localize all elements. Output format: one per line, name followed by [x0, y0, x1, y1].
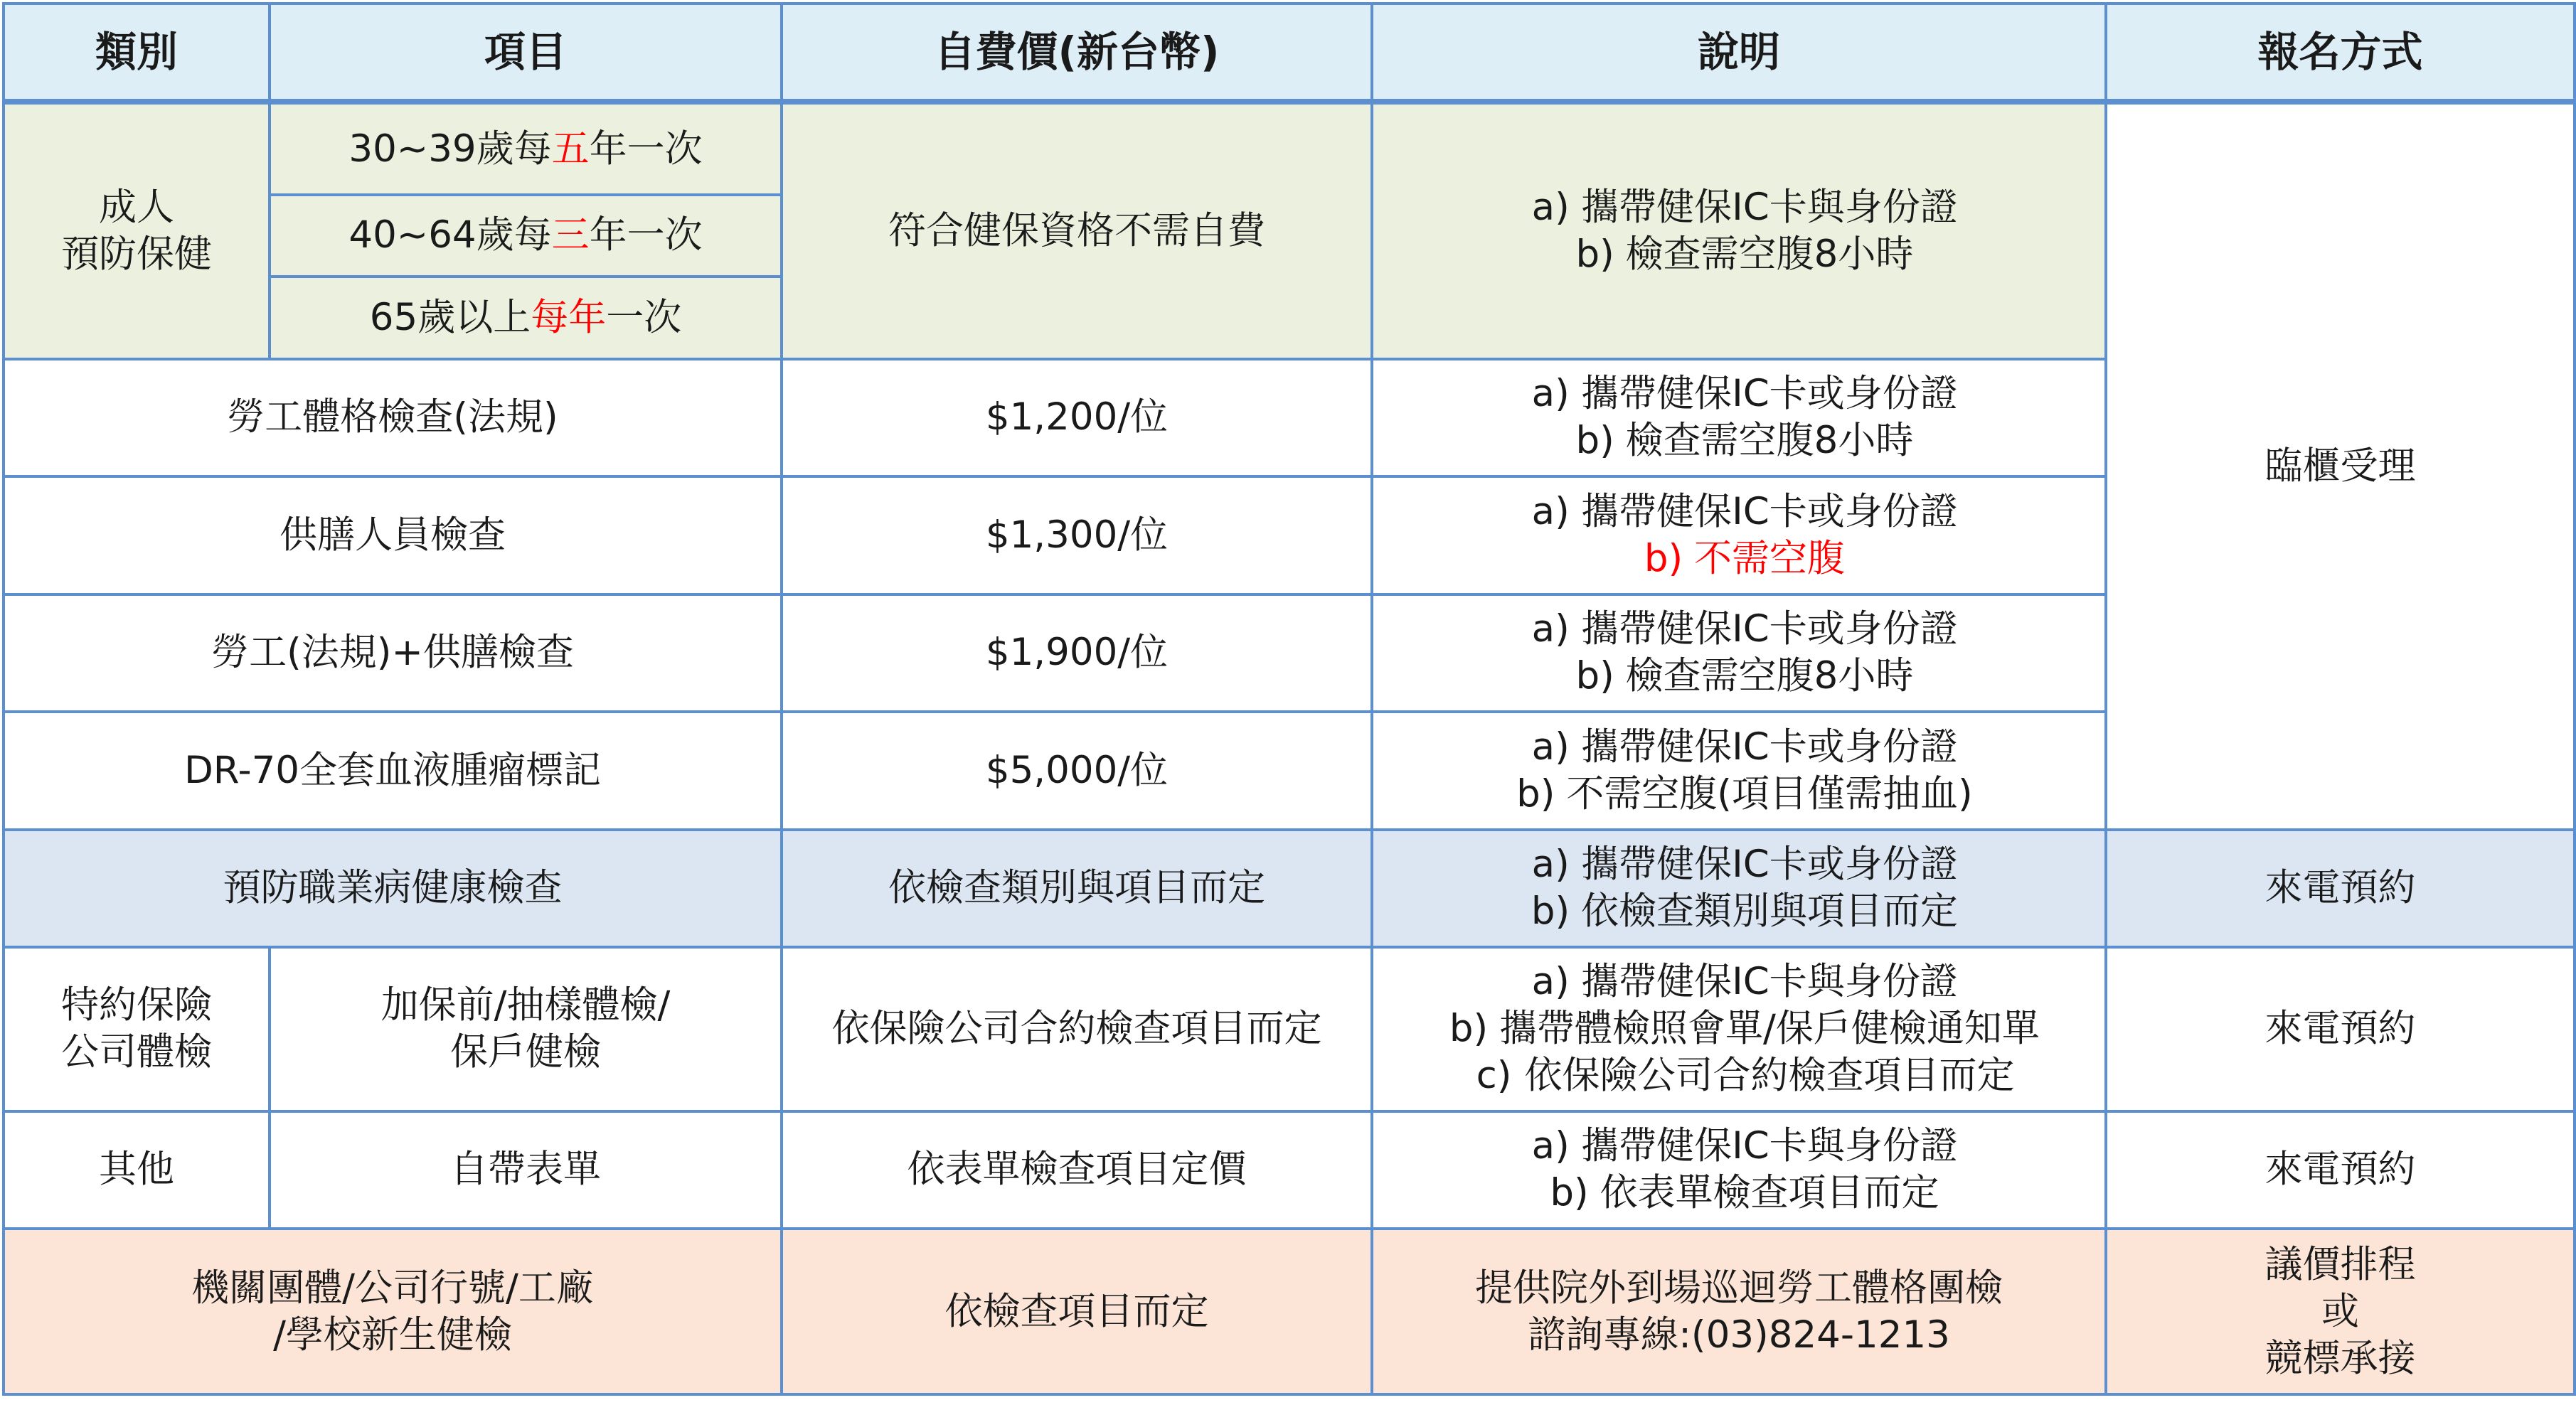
table-row: [4, 830, 2575, 948]
group-signup: 議價排程 或 競標承接: [2106, 1229, 2575, 1394]
labor-exam-price: $1,200/位: [782, 359, 1372, 477]
walkin-signup: 臨櫃受理: [2106, 102, 2575, 829]
adult-category-line-1: 成人: [99, 185, 174, 229]
adult-item-2: 40~64歲每三年一次: [270, 195, 782, 277]
adult-item-1-highlight: 五: [551, 127, 590, 171]
other-signup: 來電預約: [2106, 1111, 2575, 1229]
group-price: 依檢查項目而定: [782, 1229, 1372, 1394]
header-category: 類別: [4, 4, 270, 102]
other-price: 依表單檢查項目定價: [782, 1111, 1372, 1229]
tumor-marker-price: $5,000/位: [782, 712, 1372, 830]
table-row: [4, 1111, 2575, 1229]
food-handler-item: 供膳人員檢查: [4, 476, 782, 594]
tumor-marker-description: a) 攜帶健保IC卡或身份證 b) 不需空腹(項目僅需抽血): [1372, 712, 2106, 830]
insurance-description: a) 攜帶健保IC卡與身份證 b) 攜帶體檢照會單/保戶健檢通知單 c) 依保險公司合約檢查項目而定: [1372, 947, 2106, 1111]
header-price: 自費價(新台幣): [782, 4, 1372, 102]
adult-price: 符合健保資格不需自費: [782, 102, 1372, 358]
no-fasting-note: b) 不需空腹: [1644, 536, 1845, 580]
adult-row-1: [4, 102, 2575, 194]
header-row: [4, 4, 2575, 102]
labor-plus-food-item: 勞工(法規)+供膳檢查: [4, 594, 782, 712]
adult-description: [1372, 102, 2106, 358]
labor-plus-food-description: a) 攜帶健保IC卡或身份證 b) 檢查需空腹8小時: [1372, 594, 2106, 712]
adult-desc-b: b) 檢查需空腹8小時: [1575, 232, 1914, 276]
labor-exam-item: 勞工體格檢查(法規): [4, 359, 782, 477]
labor-exam-description: a) 攜帶健保IC卡或身份證 b) 檢查需空腹8小時: [1372, 359, 2106, 477]
table-row: [4, 947, 2575, 1111]
table-row: [4, 1229, 2575, 1394]
insurance-category: 特約保險 公司體檢: [4, 947, 270, 1111]
insurance-signup: 來電預約: [2106, 947, 2575, 1111]
header-signup: 報名方式: [2106, 4, 2575, 102]
header-description: 說明: [1372, 4, 2106, 102]
adult-item-3: 65歲以上每年一次: [270, 277, 782, 358]
food-handler-description: a) 攜帶健保IC卡或身份證 b) 不需空腹: [1372, 476, 2106, 594]
insurance-price: 依保險公司合約檢查項目而定: [782, 947, 1372, 1111]
health-exam-price-table: [2, 2, 2576, 1396]
adult-item-1: 30~39歲每五年一次: [270, 102, 782, 194]
occupational-signup: 來電預約: [2106, 830, 2575, 948]
adult-item-3-highlight: 每年: [531, 295, 607, 339]
insurance-item: 加保前/抽樣體檢/ 保戶健檢: [270, 947, 782, 1111]
adult-category-line-2: 預防保健: [61, 232, 212, 276]
other-item: 自帶表單: [270, 1111, 782, 1229]
group-description: 提供院外到場巡迴勞工體格團檢 諮詢專線:(03)824-1213: [1372, 1229, 2106, 1394]
other-category: 其他: [4, 1111, 270, 1229]
other-description: a) 攜帶健保IC卡與身份證 b) 依表單檢查項目而定: [1372, 1111, 2106, 1229]
occupational-item: 預防職業病健康檢查: [4, 830, 782, 948]
food-handler-price: $1,300/位: [782, 476, 1372, 594]
tumor-marker-item: DR-70全套血液腫瘤標記: [4, 712, 782, 830]
adult-item-2-highlight: 三: [551, 213, 590, 257]
header-item: 項目: [270, 4, 782, 102]
labor-plus-food-price: $1,900/位: [782, 594, 1372, 712]
occupational-description: a) 攜帶健保IC卡或身份證 b) 依檢查類別與項目而定: [1372, 830, 2106, 948]
group-item: 機關團體/公司行號/工廠 /學校新生健檢: [4, 1229, 782, 1394]
adult-category: [4, 102, 270, 358]
adult-desc-a: a) 攜帶健保IC卡與身份證: [1531, 185, 1958, 229]
occupational-price: 依檢查類別與項目而定: [782, 830, 1372, 948]
group-phone: 諮詢專線:(03)824-1213: [1528, 1313, 1950, 1357]
